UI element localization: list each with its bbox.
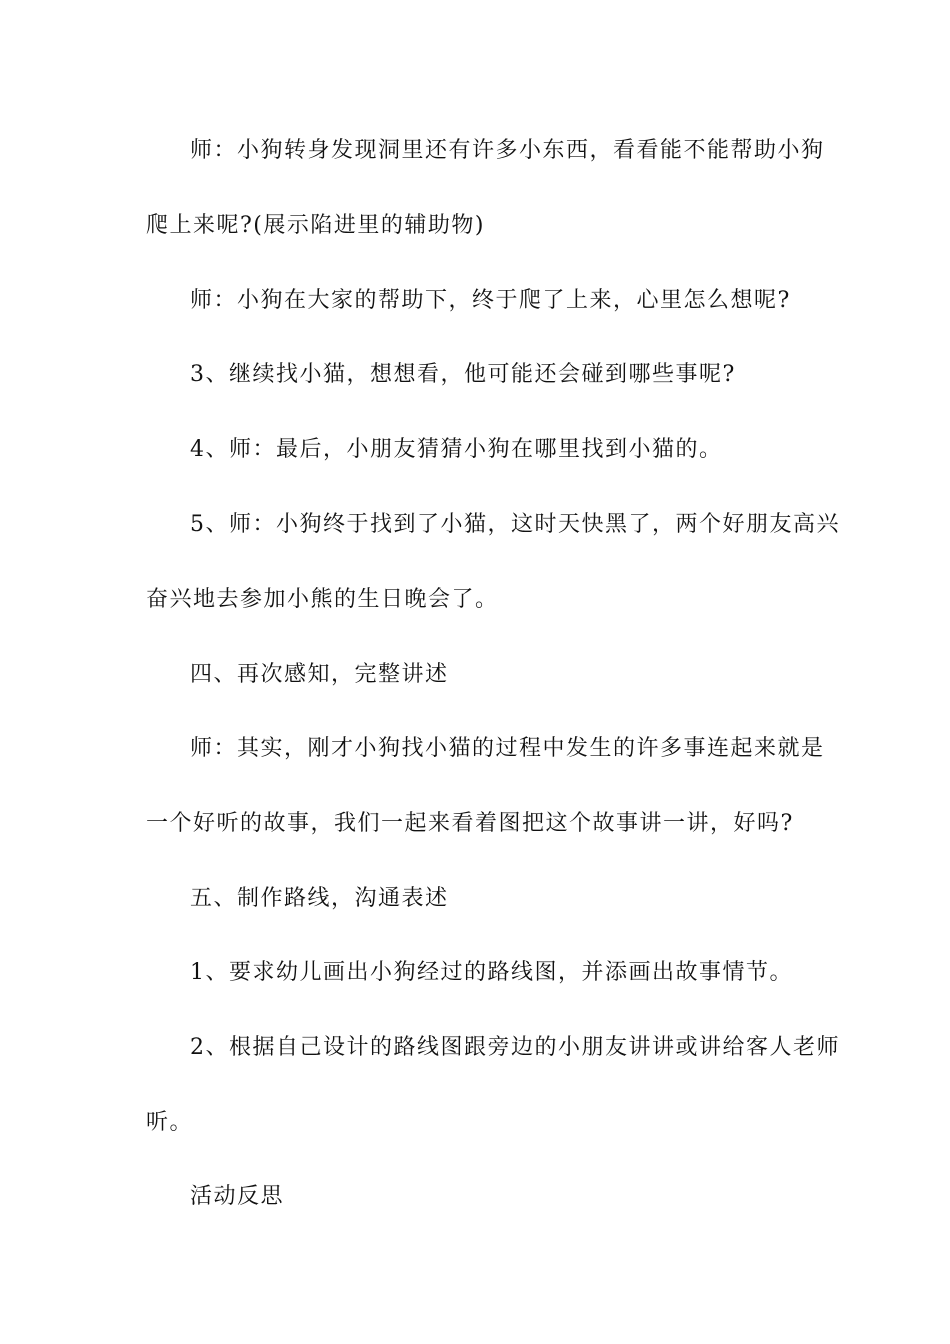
paragraph-line: 奋兴地去参加小熊的生日晚会了。: [146, 587, 499, 612]
paragraph-line: 听。: [146, 1110, 194, 1135]
paragraph-line: 2、根据自己设计的路线图跟旁边的小朋友讲讲或讲给客人老师: [190, 1035, 840, 1060]
section-heading: 五、制作路线，沟通表述: [190, 886, 449, 911]
paragraph-line: 爬上来呢?(展示陷进里的辅助物): [146, 213, 485, 238]
paragraph-line: 5、师：小狗终于找到了小猫，这时天快黑了，两个好朋友高兴: [190, 512, 840, 537]
paragraph-line: 4、师：最后，小朋友猜猜小狗在哪里找到小猫的。: [190, 437, 723, 462]
section-heading: 四、再次感知，完整讲述: [190, 662, 449, 687]
paragraph-line: 3、继续找小猫，想想看，他可能还会碰到哪些事呢?: [190, 362, 736, 387]
paragraph-line: 一个好听的故事，我们一起来看着图把这个故事讲一讲，好吗?: [146, 811, 794, 836]
paragraph-line: 1、要求幼儿画出小狗经过的路线图，并添画出故事情节。: [190, 960, 793, 985]
paragraph-line: 师：小狗转身发现洞里还有许多小东西，看看能不能帮助小狗: [190, 138, 825, 163]
section-heading: 活动反思: [190, 1184, 285, 1209]
paragraph-line: 师：其实，刚才小狗找小猫的过程中发生的许多事连起来就是: [190, 736, 825, 761]
paragraph-line: 师：小狗在大家的帮助下，终于爬了上来，心里怎么想呢?: [190, 288, 791, 313]
